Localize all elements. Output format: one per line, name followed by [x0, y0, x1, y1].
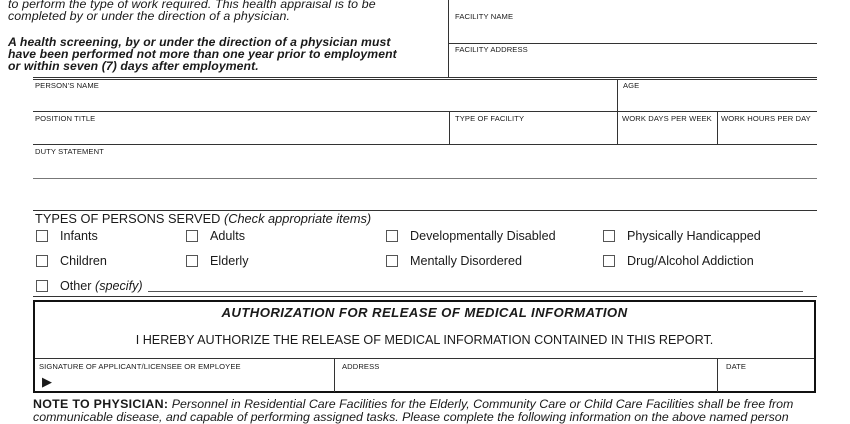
- persons-served-heading: TYPES OF PERSONS SERVED: [35, 211, 221, 226]
- physically-handicapped-checkbox[interactable]: [603, 230, 615, 242]
- other-specify-note: (specify): [95, 279, 143, 293]
- adults-label: Adults: [210, 229, 246, 243]
- work-days-divider: [617, 111, 618, 144]
- authorization-divider: [35, 358, 814, 359]
- facility-address-field[interactable]: [452, 53, 817, 75]
- developmentally-disabled-label: Developmentally Disabled: [410, 229, 556, 243]
- signature-arrow-icon: ▶: [42, 374, 52, 389]
- mentally-disordered-label: Mentally Disordered: [410, 254, 522, 268]
- position-title-field[interactable]: [33, 123, 447, 143]
- note-line-1: [33, 397, 793, 411]
- other-label-row: [60, 279, 143, 293]
- elderly-label: Elderly: [210, 254, 249, 268]
- duty-statement-label: DUTY STATEMENT: [35, 147, 104, 156]
- position-title-label: POSITION TITLE: [35, 114, 96, 123]
- note-text-1: Personnel in Residential Care Facilities for the Elderly, Community Care or Child Care Facilities shall be free from: [171, 397, 794, 411]
- position-row-line: [33, 144, 817, 145]
- note-heading: NOTE TO PHYSICIAN:: [33, 397, 169, 411]
- signature-field[interactable]: [60, 370, 332, 390]
- drug-alcohol-addiction-checkbox[interactable]: [603, 255, 615, 267]
- developmentally-disabled-checkbox[interactable]: [386, 230, 398, 242]
- note-line-2: communicable disease, and capable of performing assigned tasks. Please complete the following information on the above named person: [33, 410, 789, 424]
- facility-name-field[interactable]: [452, 20, 817, 42]
- work-hours-label: WORK HOURS PER DAY: [721, 114, 811, 123]
- address-divider: [334, 359, 335, 392]
- facility-type-divider: [449, 111, 450, 144]
- other-checkbox[interactable]: [36, 280, 48, 292]
- facility-name-label: FACILITY NAME: [455, 12, 514, 21]
- infants-checkbox[interactable]: [36, 230, 48, 242]
- age-divider: [617, 80, 618, 111]
- intro-bold-line-3: or within seven (7) days after employment.: [8, 59, 259, 73]
- date-divider: [717, 359, 718, 392]
- facility-address-label: FACILITY ADDRESS: [455, 45, 528, 54]
- authorization-address-field[interactable]: [338, 370, 715, 390]
- other-specify-line: [148, 291, 803, 292]
- intro-bold-line-1: A health screening, by or under the direction of a physician must: [8, 35, 391, 49]
- intro-line-1: to perform the type of work required. This health appraisal is to be: [8, 0, 376, 11]
- signature-label: SIGNATURE OF APPLICANT/LICENSEE OR EMPLOYEE: [39, 362, 241, 371]
- section-rule-bottom: [33, 79, 817, 80]
- persons-served-rule: [33, 296, 817, 297]
- elderly-checkbox[interactable]: [186, 255, 198, 267]
- adults-checkbox[interactable]: [186, 230, 198, 242]
- section-rule-top: [33, 77, 817, 78]
- facility-type-label: TYPE OF FACILITY: [455, 114, 525, 123]
- age-field[interactable]: [620, 90, 816, 110]
- drug-alcohol-addiction-label: Drug/Alcohol Addiction: [627, 254, 754, 268]
- physically-handicapped-label: Physically Handicapped: [627, 229, 761, 243]
- children-label: Children: [60, 254, 107, 268]
- person-name-field[interactable]: [33, 90, 616, 110]
- date-label: DATE: [726, 362, 747, 371]
- work-hours-divider: [717, 111, 718, 144]
- authorization-title: AUTHORIZATION FOR RELEASE OF MEDICAL INFORMATION: [221, 305, 628, 320]
- persons-served-note: (Check appropriate items): [223, 211, 372, 226]
- work-days-field[interactable]: [620, 123, 716, 143]
- infants-label: Infants: [60, 229, 98, 243]
- facility-divider: [448, 0, 449, 77]
- work-hours-field[interactable]: [720, 123, 816, 143]
- authorization-statement: I HEREBY AUTHORIZE THE RELEASE OF MEDICAL INFORMATION CONTAINED IN THIS REPORT.: [135, 333, 714, 347]
- date-field[interactable]: [721, 370, 813, 390]
- facility-type-field[interactable]: [452, 123, 616, 143]
- intro-line-2: completed by or under the direction of a physician.: [8, 9, 290, 23]
- mentally-disordered-checkbox[interactable]: [386, 255, 398, 267]
- persons-served-heading-row: [35, 211, 371, 226]
- duty-line-1: [33, 178, 817, 179]
- facility-name-line: [448, 43, 817, 44]
- duty-statement-field[interactable]: [33, 157, 816, 209]
- person-name-label: PERSON'S NAME: [35, 81, 99, 90]
- authorization-address-label: ADDRESS: [342, 362, 380, 371]
- age-label: AGE: [623, 81, 640, 90]
- name-row-line: [33, 111, 817, 112]
- intro-bold-line-2: have been performed not more than one year prior to employment: [8, 47, 397, 61]
- children-checkbox[interactable]: [36, 255, 48, 267]
- work-days-label: WORK DAYS PER WEEK: [622, 114, 712, 123]
- other-label: Other: [60, 279, 92, 293]
